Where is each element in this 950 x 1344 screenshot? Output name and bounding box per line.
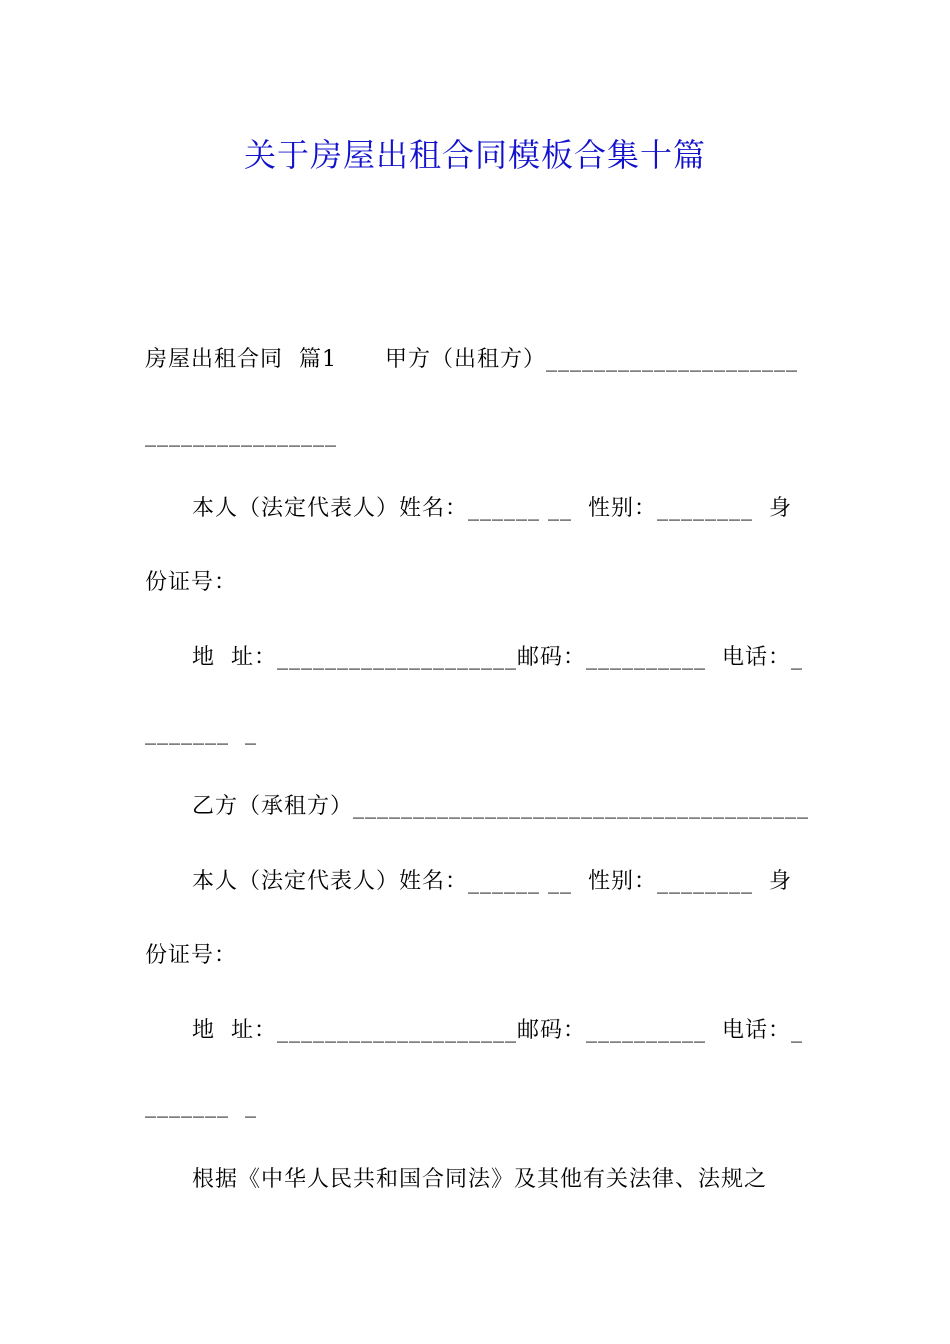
contract-basis-paragraph: 根据《中华人民共和国合同法》及其他有关法律、法规之 [192, 1167, 768, 1192]
section-heading-lessor-line: 房屋出租合同 篇1 甲方（出租方）_____________________ [145, 347, 798, 372]
document-title: 关于房屋出租合同模板合集十篇 [243, 136, 706, 174]
lessee-id-number-line: 份证号： [145, 943, 238, 968]
lessee-address-line: 地 址：____________________邮码：__________ 电话：_ [192, 1018, 803, 1043]
lessee-line: 乙方（承租方）______________________________________ [192, 794, 810, 819]
lessor-name-blank-continuation: ________________ [145, 422, 337, 447]
lessor-phone-continuation: _______ _ [145, 720, 257, 745]
lessor-address-line: 地 址：____________________邮码：__________ 电话：_ [192, 645, 803, 670]
lessee-representative-line: 本人（法定代表人）姓名：______ __ 性别：________ 身 [192, 869, 792, 894]
lessor-representative-line: 本人（法定代表人）姓名：______ __ 性别：________ 身 [192, 496, 792, 521]
lessee-phone-continuation: _______ _ [145, 1093, 257, 1118]
lessor-id-number-line: 份证号： [145, 570, 238, 595]
